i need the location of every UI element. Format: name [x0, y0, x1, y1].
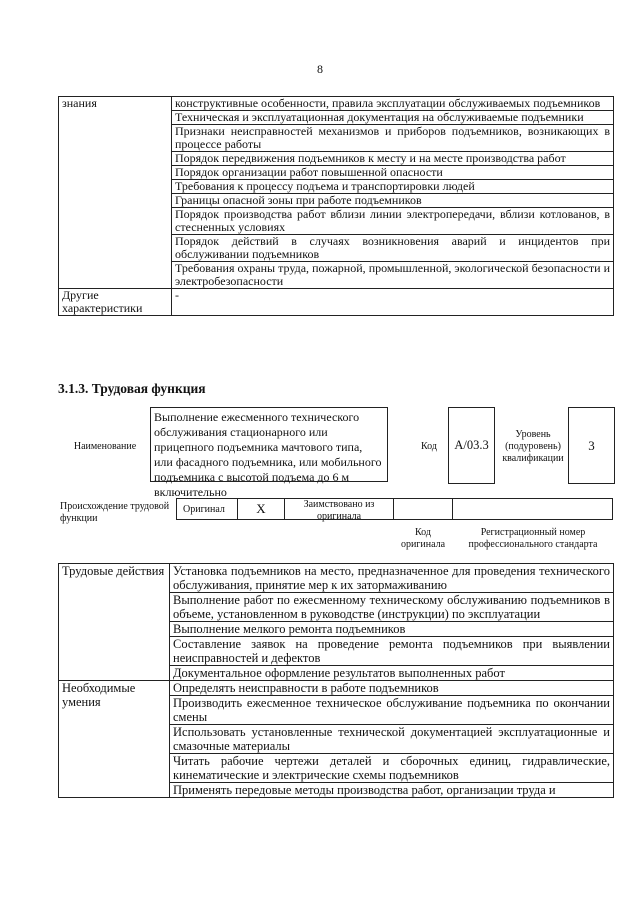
list-item: Порядок передвижения подъемников к месту и на месте производства работ: [172, 152, 614, 166]
original-mark-cell: [237, 498, 285, 520]
code-label: Код: [421, 441, 437, 452]
page-number: 8: [317, 62, 323, 76]
list-item: Техническая и эксплуатационная документация на обслуживаемые подъемники: [172, 111, 614, 125]
original-cell: [176, 498, 238, 520]
list-item: Определять неисправности в работе подъемников: [170, 681, 614, 696]
list-item: Выполнение мелкого ремонта подъемников: [170, 622, 614, 637]
other-characteristics-label: Другие характеристики: [59, 289, 172, 316]
actions-table: [58, 563, 614, 798]
list-item: Требования к процессу подъема и транспортировки людей: [172, 180, 614, 194]
list-item: Границы опасной зоны при работе подъемников: [172, 194, 614, 208]
list-item: Использовать установленные технической документацией эксплуатационные и смазочные материалы: [170, 725, 614, 754]
list-item: Порядок действий в случаях возникновения аварий и инцидентов при обслуживании подъемников: [172, 235, 614, 262]
reg-number-label: Регистрационный номер профессионального стандарта: [468, 527, 598, 550]
function-name-box: Выполнение ежесменного технического обслуживания стационарного или прицепного подъемника мачтового типа, или фасадного подъемника, или мобильного подъемника с высотой подъема до 6 м включительно: [150, 407, 388, 482]
list-item: Составление заявок на проведение ремонта подъемников при выявлении неисправностей и дефектов: [170, 637, 614, 666]
knowledge-table: [58, 96, 614, 316]
level-label: Уровень (подуровень) квалификации: [502, 429, 564, 464]
origin-label: Происхождение трудовой функции: [60, 501, 170, 524]
actions-label: Трудовые действия: [59, 564, 170, 681]
original-mark: X: [256, 501, 266, 516]
list-item: конструктивные особенности, правила эксплуатации обслуживаемых подъемников: [172, 97, 614, 111]
other-characteristics-value: -: [172, 289, 614, 316]
origin-code-cell: [393, 498, 453, 520]
list-item: Порядок производства работ вблизи линии электропередачи, вблизи котлованов, в стесненных условиях: [172, 208, 614, 235]
table-row: [59, 681, 614, 696]
knowledge-label: знания: [59, 97, 172, 289]
borrowed-cell: [284, 498, 394, 520]
list-item: Признаки неисправностей механизмов и приборов подъемников, возникающих в процессе работы: [172, 125, 614, 152]
list-item: Читать рабочие чертежи деталей и сборочных единиц, гидравлические, кинематические и электрические схемы подъемников: [170, 754, 614, 783]
table-row: [59, 289, 614, 316]
list-item: Документальное оформление результатов выполненных работ: [170, 666, 614, 681]
table-row: [59, 97, 614, 111]
origin-code-label: Код оригинала: [400, 527, 446, 550]
borrowed-label: Заимствовано из оригинала: [303, 499, 375, 522]
list-item: Выполнение работ по ежесменному техническому обслуживанию подъемников в объеме, установленном в руководстве (инструкции) по эксплуатации: [170, 593, 614, 622]
reg-number-cell: [452, 498, 613, 520]
list-item: Применять передовые методы производства работ, организации труда и: [170, 783, 614, 798]
level-value-box: 3: [568, 407, 615, 484]
origin-row: [176, 498, 613, 522]
list-item: Установка подъемников на место, предназначенное для проведения технического обслуживания, принятие мер к их затормаживанию: [170, 564, 614, 593]
table-row: [59, 564, 614, 593]
section-heading: 3.1.3. Трудовая функция: [58, 381, 206, 396]
original-label: Оригинал: [183, 504, 225, 515]
list-item: Требования охраны труда, пожарной, промышленной, экологической безопасности и электробезопасности: [172, 262, 614, 289]
list-item: Порядок организации работ повышенной опасности: [172, 166, 614, 180]
skills-label: Необходимые умения: [59, 681, 170, 798]
code-value-box: A/03.3: [448, 407, 495, 484]
list-item: Производить ежесменное техническое обслуживание подъемника по окончании смены: [170, 696, 614, 725]
name-label: Наименование: [73, 441, 137, 452]
